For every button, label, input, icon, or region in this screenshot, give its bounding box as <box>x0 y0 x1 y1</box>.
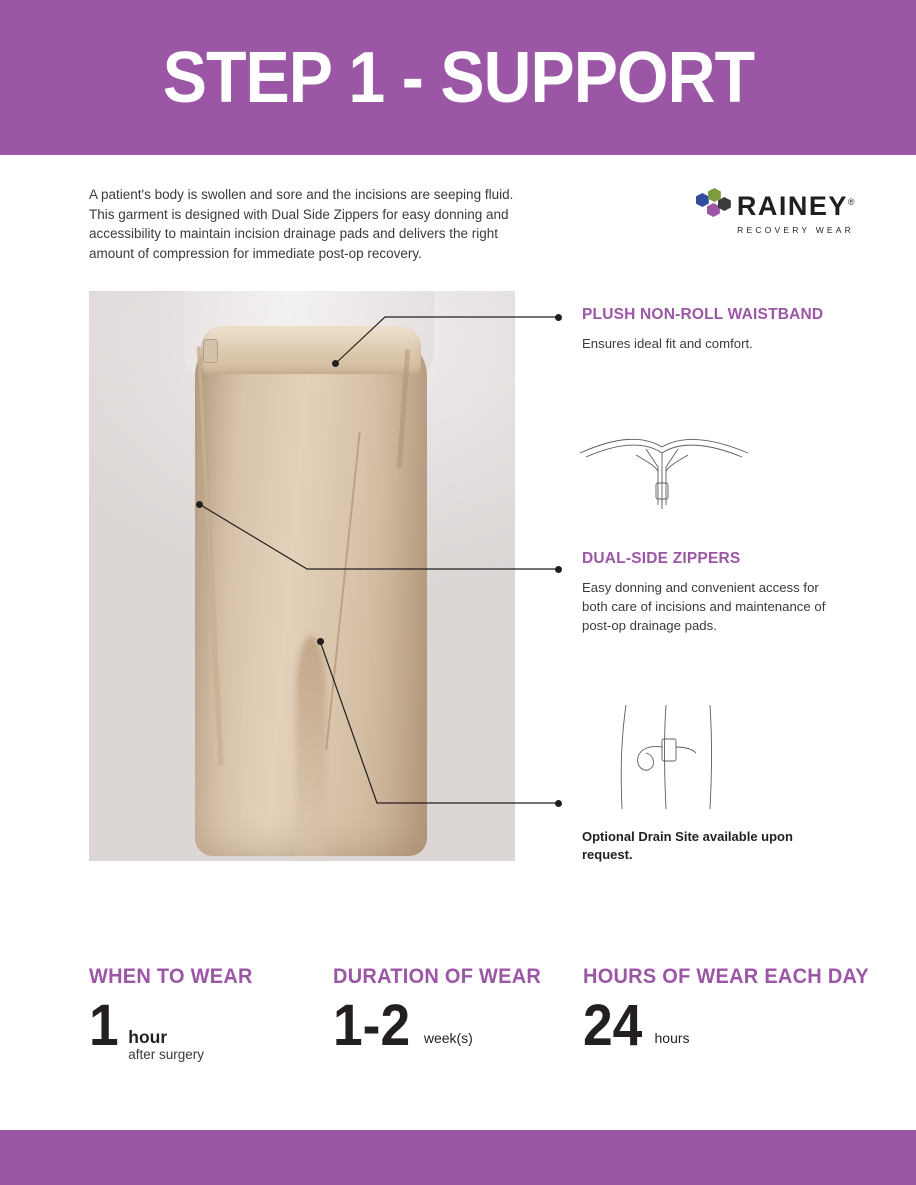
stat-when-to-wear-number: 1 <box>89 993 119 1058</box>
stat-hours-per-day-unit: hours <box>654 1030 690 1046</box>
logo-wordmark-text: RAINEY <box>736 190 848 221</box>
drain-site-caption: Optional Drain Site available upon request. <box>582 829 793 863</box>
stat-when-to-wear-unit: hour <box>128 1027 168 1047</box>
garment-photo <box>89 291 515 861</box>
callout-endpoint-zipper <box>555 566 562 573</box>
logo-tagline: RECOVERY WEAR <box>737 225 854 235</box>
callout-waistband-body: Ensures ideal fit and comfort. <box>582 336 753 352</box>
stats-section <box>0 965 916 1065</box>
zipper-sketch-illustration <box>576 431 756 511</box>
page-footer <box>0 1130 916 1185</box>
drain-site-sketch-illustration <box>600 703 730 813</box>
stat-when-to-wear-label: WHEN TO WEAR <box>89 965 253 988</box>
stat-duration-of-wear-unit: week(s) <box>423 1030 473 1046</box>
stat-hours-per-day <box>583 965 883 1065</box>
stat-hours-per-day-number: 24 <box>583 993 643 1058</box>
callout-zippers-body: Easy donning and convenient access for both care of incisions and maintenance of post-op drainage pads. <box>582 580 826 634</box>
logo-top-row <box>696 191 856 221</box>
rainey-logo <box>696 191 856 235</box>
callout-endpoint-drain <box>555 800 562 807</box>
page-header <box>0 0 916 155</box>
registered-trademark-icon: ® <box>847 196 856 207</box>
stat-duration-of-wear-number: 1-2 <box>333 993 411 1058</box>
callout-waistband <box>582 305 842 353</box>
stat-when-to-wear-subunit: after surgery <box>128 1047 205 1063</box>
page-title: STEP 1 - SUPPORT <box>162 37 754 118</box>
intro-paragraph: A patient's body is swollen and sore and the incisions are seeping fluid. This garment is designed with Dual Side Zippers for easy donning and accessibility to maintain incision drainage pads and delivers the right amount of compression for immediate post-op recovery. <box>89 187 514 261</box>
callout-zippers <box>582 549 842 635</box>
hexagon-cluster-icon <box>696 191 730 221</box>
callout-waistband-title: PLUSH NON-ROLL WAISTBAND <box>582 306 824 324</box>
callout-zippers-title: DUAL-SIDE ZIPPERS <box>582 550 741 568</box>
stat-duration-of-wear <box>333 965 583 1065</box>
logo-wordmark <box>736 190 856 221</box>
product-detail-section <box>0 291 916 876</box>
callout-endpoint-waistband <box>555 314 562 321</box>
stat-hours-per-day-label: HOURS OF WEAR EACH DAY <box>583 965 869 988</box>
stat-duration-of-wear-label: DURATION OF WEAR <box>333 965 542 988</box>
stat-when-to-wear <box>89 965 333 1065</box>
intro-section <box>0 155 916 263</box>
